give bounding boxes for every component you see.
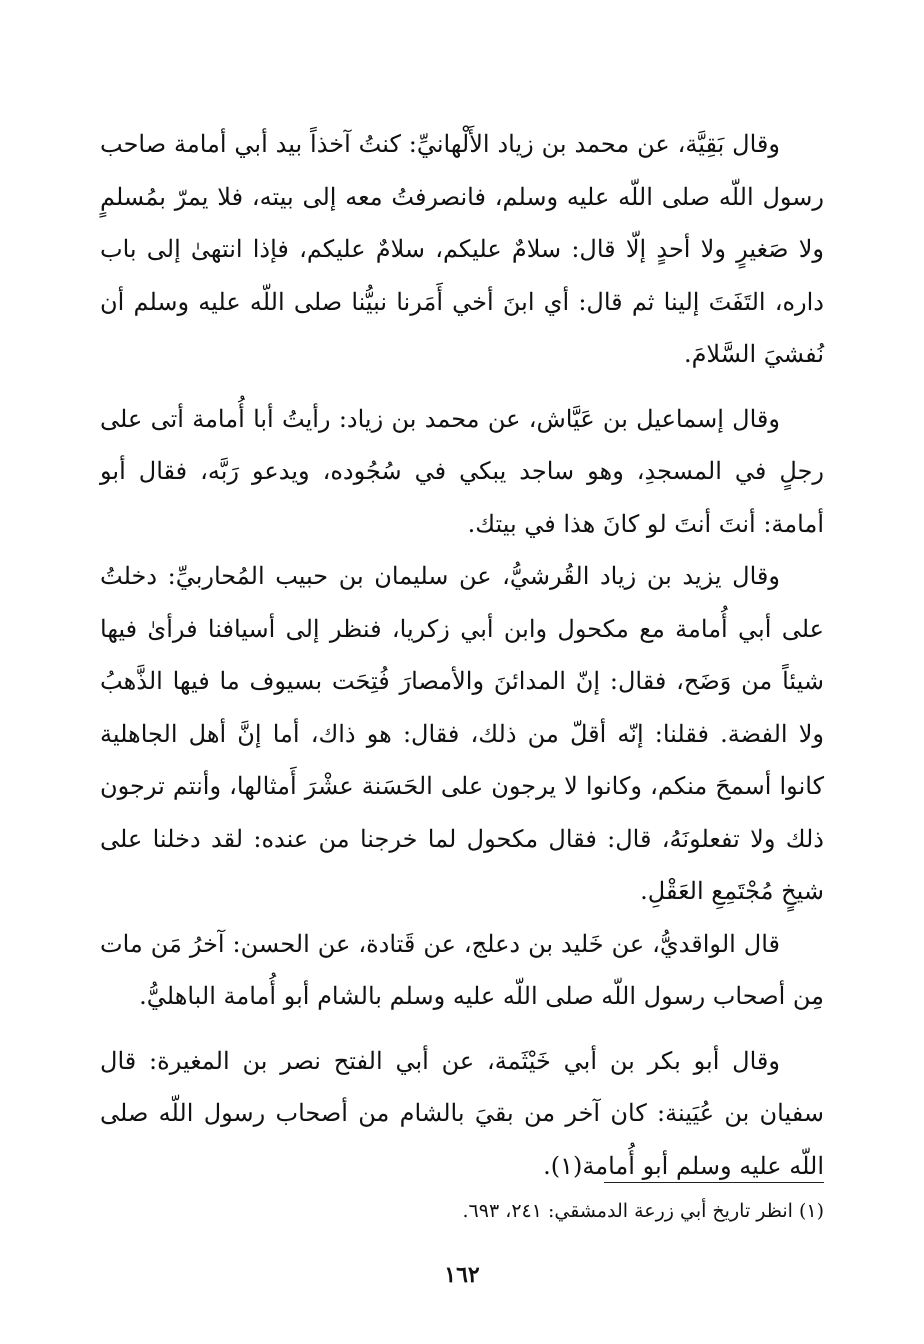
paragraph-abu-bakr: وقال أبو بكر بن أبي خَيْثَمة، عن أبي الفتح نصر بن المغيرة: قال سفيان بن عُيَينة: كان آخر من بقيَ بالشام من أصحاب رسول اللّه صلى اللّه عليه وسلم أبو أُمامة(١).: [100, 1046, 824, 1180]
paragraph-yazid: وقال يزيد بن زياد القُرشيُّ، عن سليمان بن حبيب المُحاربيِّ: دخلتُ على أبي أُمامة مع مكحول وابن أبي زكريا، فنظر إلى أسيافنا فرأىٰ فيها شيئاً من وَضَح، فقال: إنّ المدائنَ والأمصارَ فُتِحَت بسيوف ما فيها الذَّهبُ ولا الفضة. فقلنا: إنّه أقلّ من ذلك، فقال: هو ذاك، أما إنَّ أهل الجاهلية كانوا أسمحَ منكم، وكانوا لا يرجون على الحَسَنة عشْرَ أَمثالها، وأنتم ترجون ذلك ولا تفعلونَهُ، قال: فقال مكحول لما خرجنا من عنده: لقد دخلنا على شيخٍ مُجْتَمِعِ العَقْلِ.: [100, 562, 824, 905]
paragraph-ismail: وقال إسماعيل بن عَيَّاش، عن محمد بن زياد: رأيتُ أبا أُمامة أتى على رجلٍ في المسجدِ، وهو ساجد يبكي في سُجُوده، ويدعو رَبَّه، فقال أبو أمامة: أنتَ أنتَ لو كانَ هذا في بيتك.: [100, 404, 824, 538]
footnote-divider: [604, 1182, 824, 1183]
footnote: (١) انظر تاريخ أبي زرعة الدمشقي: ٢٤١، ٦٩٣.: [462, 1200, 824, 1222]
main-text: [100, 118, 824, 1192]
paragraph-waqidi: قال الواقديُّ، عن خَليد بن دعلج، عن قَتادة، عن الحسن: آخرُ مَن مات مِن أصحاب رسول اللّه صلى اللّه عليه وسلم بالشام أبو أُمامة الباهليُّ.: [100, 929, 824, 1010]
page-number: ١٦٢: [444, 1262, 480, 1288]
paragraph-baqiyya: وقال بَقِيَّة، عن محمد بن زياد الأَلْهانيِّ: كنتُ آخذاً بيد أبي أمامة صاحب رسول اللّه صلى اللّه عليه وسلم، فانصرفتُ معه إلى بيته، فلا يمرّ بمُسلمٍ ولا صَغيرٍ ولا أحدٍ إلّا قال: سلامٌ عليكم، سلامٌ عليكم، فإذا انتهىٰ إلى باب داره، التَفَتَ إلينا ثم قال: أي ابنَ أخي أَمَرنا نبيُّنا صلى اللّه عليه وسلم أن نُفشيَ السَّلامَ.: [100, 130, 824, 368]
